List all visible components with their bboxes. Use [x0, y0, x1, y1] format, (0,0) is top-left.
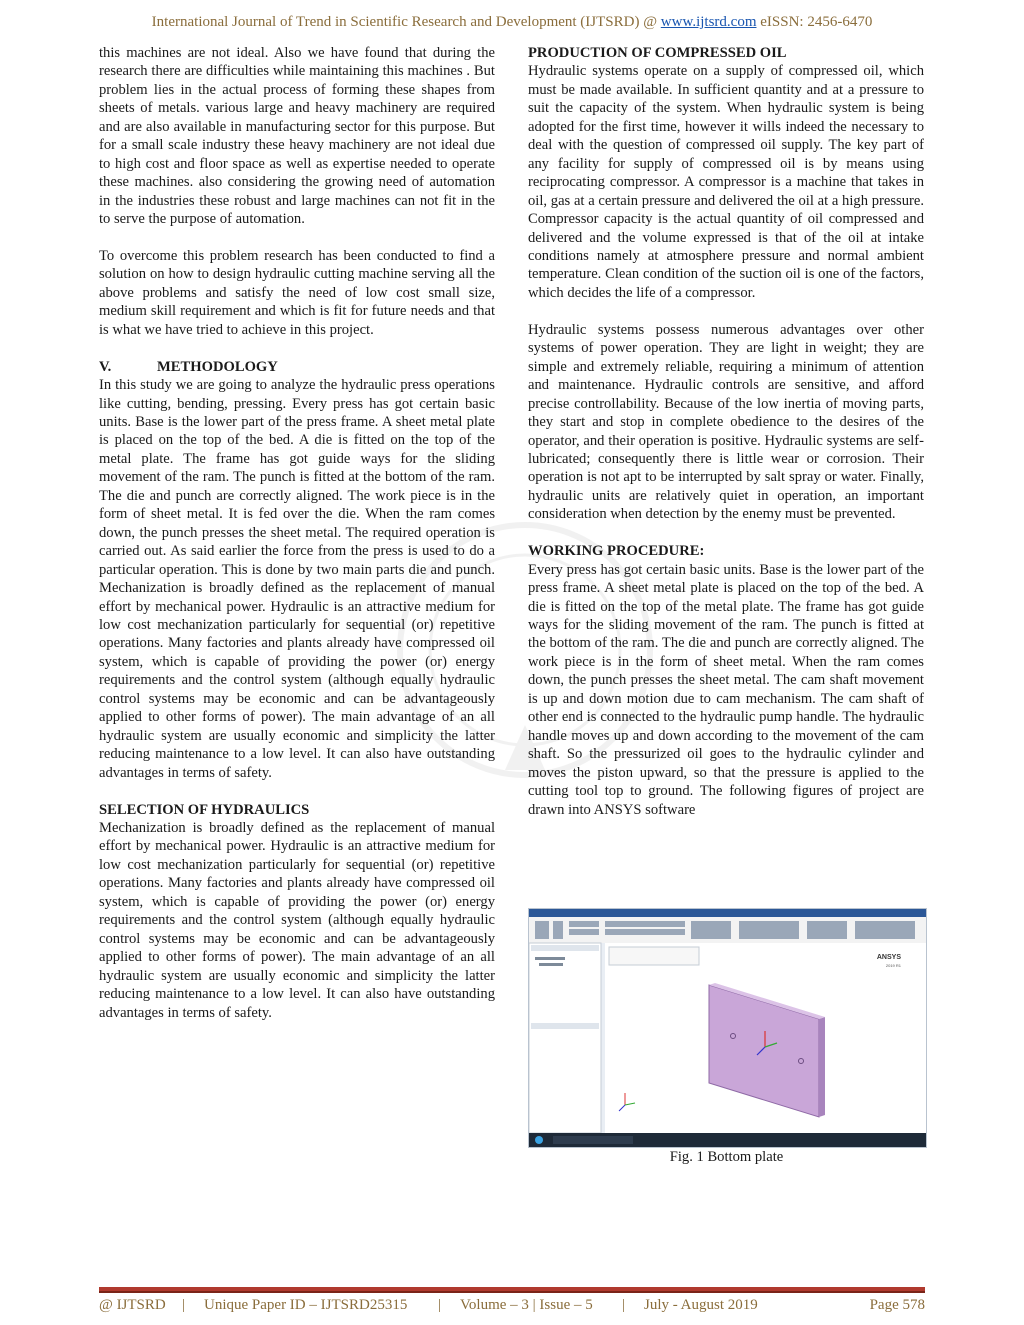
footer-separator: | [182, 1297, 186, 1313]
section-heading-selection: SELECTION OF HYDRAULICS [99, 801, 310, 818]
header-prefix: International Journal of Trend in Scientific Research and Development (IJTSRD) @ [151, 14, 661, 30]
ansys-window-image [529, 909, 926, 1147]
section-number: V. [99, 358, 112, 375]
figure-ansys-screenshot [528, 908, 927, 1148]
section-heading-methodology [99, 358, 495, 376]
figure-caption: Fig. 1 Bottom plate [669, 1149, 784, 1165]
section-heading-working: WORKING PROCEDURE: [528, 543, 705, 560]
left-column [99, 44, 495, 1040]
journal-link[interactable]: www.ijtsrd.com [660, 14, 757, 30]
paragraph: Mechanization is broadly defined as the replacement of manual effort by mechanical power. Hydraulic is an attractive medium for low cost mechanization particularly for sequential (or) repetitive operations. Many factories and plants already have compressed oil system, which is capable of providing the power (or) energy requirements and the control system (although equally hydraulic control systems may be economic and can be advantageously applied to other forms of power). The main advantage of an all hydraulic system are usually economic and simplicity the latter reducing maintenance to a low level. It can also have outstanding advantages in terms of safety. [99, 819, 495, 1021]
paragraph: Hydraulic systems operate on a supply of compressed oil, which must be made available. In sufficient quantity and at a pressure to suit the capacity of the system. When hydraulic system is being adopted for the first time, however it wills indeed the necessary to deal with the question of compressed oil supply. The key part of any facility for supply of compressed oil is by means using reciprocating compressor. A compressor is a machine that takes in oil, gas at a certain pressure and delivered the oil at a high pressure. Compressor capacity is the actual quantity of oil compressed and delivered and the volume expressed is that of the oil at intake conditions namely at atmosphere pressure and normal ambient temperature. Clean condition of the suction oil is one of the factors, which decides the life of a compressor. [528, 63, 924, 301]
running-header [0, 14, 1024, 31]
paragraph: In this study we are going to analyze the hydraulic press operations like cutting, bending, pressing. Every press has got certain basic units. Base is the lower part of the press frame. A sheet metal plate is placed on the top of the bed. A die is fitted on the top of the metal plate. The frame has got guide ways for the sliding movement of the ram. The punch is fitted at the bottom of the ram. The die and punch are correctly aligned. The work piece is in the form of sheet metal. It is fed over the die. When the ram comes down, the punch presses the sheet metal. The required operation is carried out. As said earlier the force from the press is used to do a particular operation. This is done by two main parts die and punch. Mechanization is broadly defined as the replacement of manual effort by mechanical power. Hydraulic is an attractive medium for low cost mechanization particularly for sequential (or) repetitive operations. Many factories and plants already have compressed oil system, which is capable of providing the power (or) energy requirements and the control system (although equally hydraulic control systems may be economic and can be advantageously applied to other forms of power). The main advantage of an all hydraulic system are usually economic and simplicity the latter reducing maintenance to a low level. It can also have outstanding advantages in terms of safety. [99, 377, 495, 781]
footer-volume: Volume – 3 | Issue – 5 [460, 1297, 593, 1313]
footer-page-number: Page 578 [869, 1297, 925, 1313]
paragraph: this machines are not ideal. Also we have found that during the research there are difficulties while maintaining this machines . But problem lies in the actual process of forming these shapes from sheets of metals. various large and heavy machinery are required and are also available in manufacturing sector for this purpose. But for a small scale industry these heavy machinery are not ideal due to high cost and floor space as well as expertise needed to operate these machines. also considering the growing need of automation in the industries these robust and large machines can not fit in the to serve the purpose of automation. [99, 45, 495, 228]
footer-rule [99, 1287, 925, 1293]
paragraph: Every press has got certain basic units. Base is the lower part of the press frame. A sheet metal plate is placed on the top of the bed. A die is fitted on the top of the metal plate. The frame has got guide ways for the sliding movement of the ram. The punch is fitted at the bottom of the ram. The die and punch are correctly aligned. The work piece is in the form of sheet metal. When the ram comes down, the punch presses the sheet metal. The cam shaft movement is up and down motion due to cam mechanism. The cam shaft of other end is connected to the hydraulic pump handle. The hydraulic handle moves up and down according to the movement of the cam shaft. So the pressurized oil goes to the hydraulic cylinder and moves the piston upward, so that the pressure is applied to the cutting tool top to ground. The following figures of project are drawn into ANSYS software [528, 561, 924, 818]
footer-paper-id: Unique Paper ID – IJTSRD25315 [204, 1297, 408, 1313]
paragraph: To overcome this problem research has been conducted to find a solution on how to design hydraulic cutting machine serving all the above problems and satisfy the need of low cost small size, medium skill requirement and which is fit for future needs and that is what we have tried to achieve in this project. [99, 247, 495, 338]
paragraph: Hydraulic systems possess numerous advantages over other systems of power operation. They are light in weight; they are simple and extremely reliable, requiring a minimum of attention and maintenance. Hydraulic controls are sensitive, and afford precise controllability. Because of the low inertia of moving parts, they start and stop in complete obedience to the desires of the operator, and their operation is positive. Hydraulic systems are self-lubricated; consequently there is little wear or corrosion. Their operation is not apt to be interrupted by salt spray or water. Finally, hydraulic units are relatively quiet in operation, an important consideration when detection by the enemy must be prevented. [528, 321, 924, 523]
footer-date: July - August 2019 [644, 1297, 758, 1313]
right-column [528, 44, 924, 837]
ansys-version: 2019 R1 [885, 963, 901, 968]
header-suffix: eISSN: 2456-6470 [756, 14, 873, 30]
footer-separator: | [622, 1297, 626, 1313]
ansys-logo: ANSYS [876, 954, 901, 961]
running-footer [99, 1297, 925, 1317]
section-title: METHODOLOGY [157, 358, 278, 375]
footer-separator: | [438, 1297, 442, 1313]
footer-journal: @ IJTSRD [99, 1297, 166, 1313]
section-heading-production: PRODUCTION OF COMPRESSED OIL [528, 45, 787, 61]
